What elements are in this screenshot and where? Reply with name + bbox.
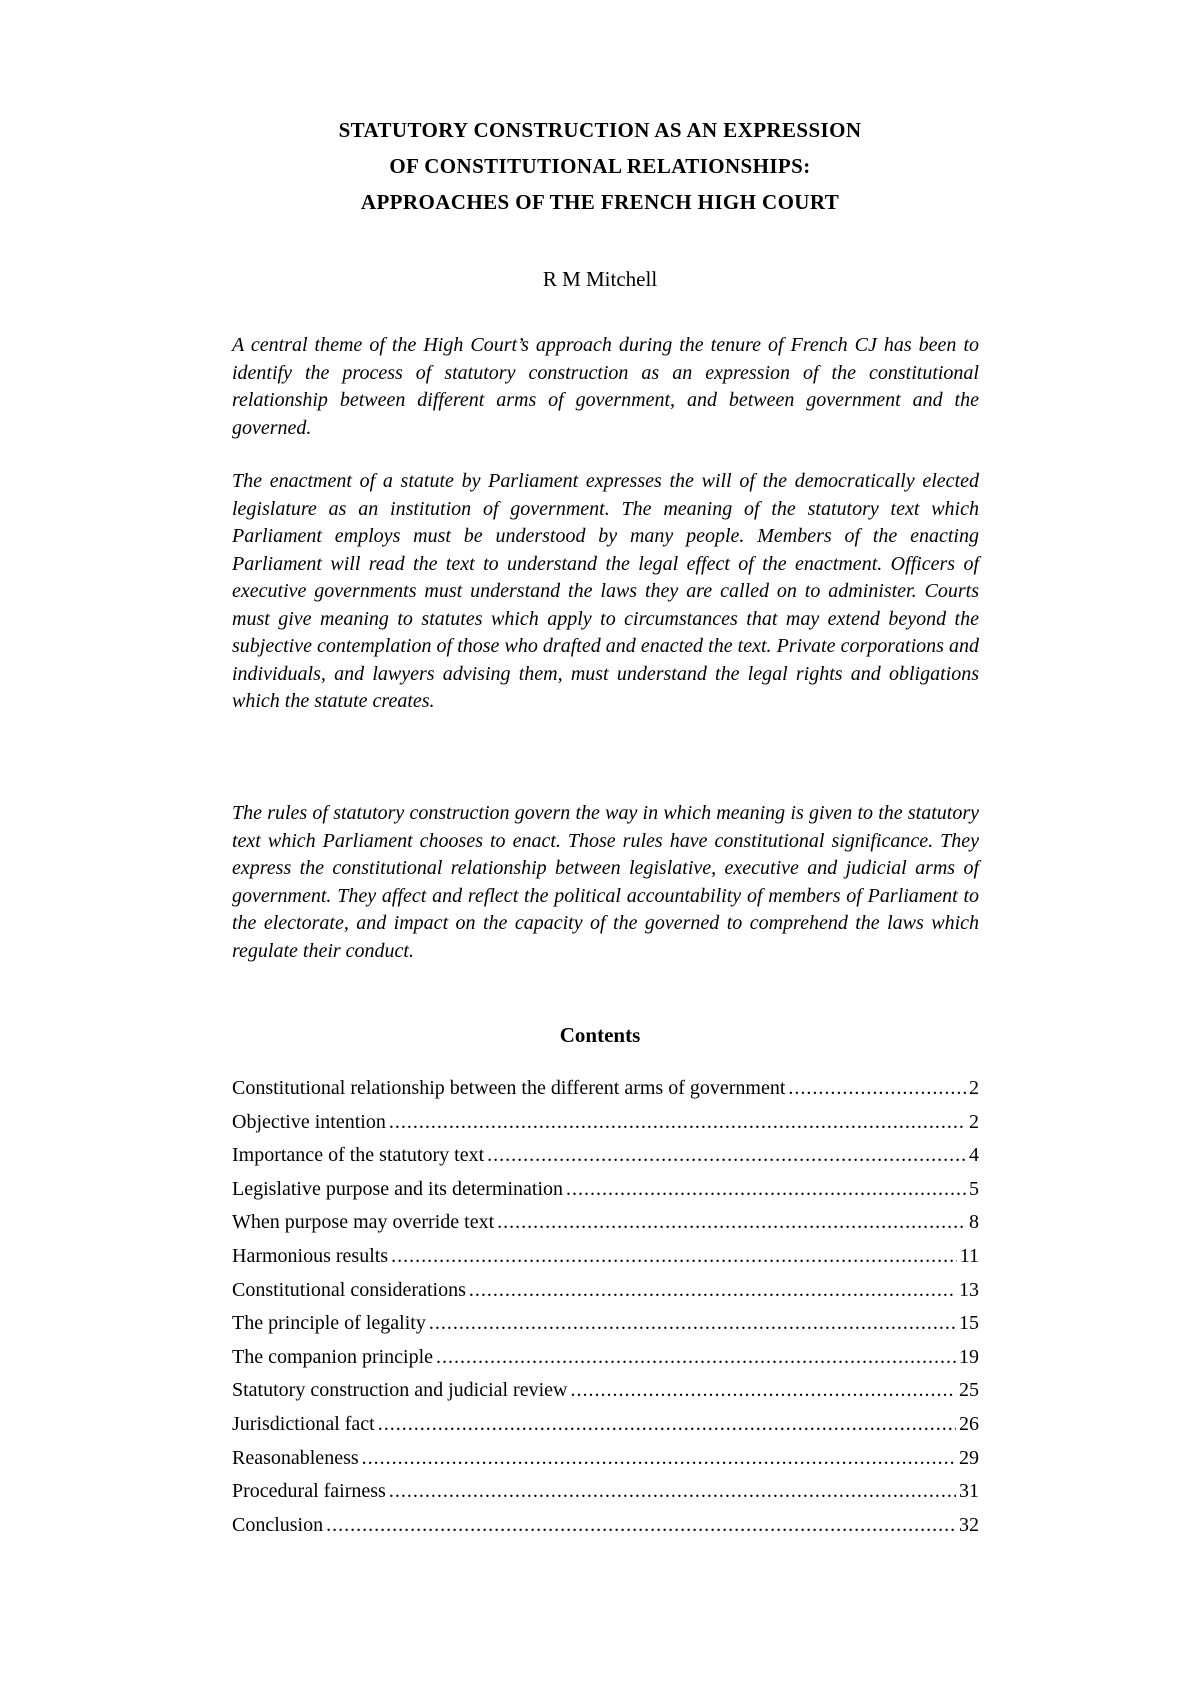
- toc-entry-label: Jurisdictional fact: [232, 1412, 375, 1435]
- toc-page-number: 2: [969, 1077, 979, 1099]
- abstract-paragraph: A central theme of the High Court’s approach during the tenure of French CJ has been to identify the process of statutory construction as an expression of the constitutional relationship between different arms of government, and between government and the governed.: [232, 334, 979, 439]
- toc-leader-dots: [566, 1176, 966, 1202]
- toc-leader-dots: [497, 1209, 966, 1235]
- table-of-contents: [232, 1075, 979, 1545]
- toc-entry[interactable]: [232, 1176, 979, 1210]
- toc-page-number: 26: [959, 1412, 979, 1435]
- toc-leader-dots: [389, 1478, 956, 1504]
- toc-entry-label: Constitutional relationship between the different arms of government: [232, 1077, 786, 1099]
- toc-entry-label: Legislative purpose and its determination: [232, 1177, 564, 1200]
- toc-page-number: 25: [959, 1379, 979, 1402]
- toc-entry[interactable]: [232, 1142, 979, 1176]
- toc-leader-dots: [389, 1109, 966, 1135]
- toc-page-number: 13: [959, 1278, 979, 1301]
- toc-entry-label: The principle of legality: [232, 1312, 426, 1335]
- toc-page-number: 19: [959, 1345, 979, 1368]
- toc-leader-dots: [469, 1277, 956, 1303]
- document-title: [0, 112, 1200, 220]
- title-line: OF CONSTITUTIONAL RELATIONSHIPS:: [389, 154, 811, 178]
- toc-page-number: 31: [959, 1480, 979, 1503]
- abstract-paragraph: The enactment of a statute by Parliament expresses the will of the democratically elected legislature as an institution of government. The meaning of the statutory text which Parliament employs must be understood by many people. Members of the enacting Parliament will read the text to understand the legal effect of the enactment. Officers of executive governments must understand the laws they are called on to administer. Courts must give meaning to statutes which apply to circumstances that may extend beyond the subjective contemplation of those who drafted and enacted the text. Private corporations and individuals, and lawyers advising them, must understand the legal rights and obligations which the statute creates.: [232, 470, 979, 712]
- toc-entry[interactable]: [232, 1411, 979, 1445]
- toc-entry-label: Reasonableness: [232, 1446, 359, 1469]
- toc-leader-dots: [391, 1243, 957, 1269]
- toc-entry[interactable]: [232, 1209, 979, 1243]
- toc-page-number: 15: [959, 1312, 979, 1335]
- toc-leader-dots: [362, 1445, 956, 1471]
- toc-entry[interactable]: [232, 1277, 979, 1311]
- toc-entry[interactable]: [232, 1075, 979, 1109]
- toc-entry-label: Objective intention: [232, 1110, 386, 1133]
- toc-leader-dots: [436, 1344, 956, 1370]
- toc-leader-dots: [788, 1075, 966, 1101]
- title-line: STATUTORY CONSTRUCTION AS AN EXPRESSION: [338, 118, 862, 142]
- toc-entry-label: Harmonious results: [232, 1244, 389, 1267]
- toc-page-number: 4: [969, 1144, 979, 1167]
- toc-leader-dots: [429, 1310, 956, 1336]
- toc-page-number: 32: [959, 1513, 979, 1536]
- toc-entry-label: Statutory construction and judicial review: [232, 1379, 568, 1402]
- toc-entry-label: Conclusion: [232, 1513, 324, 1536]
- toc-entry[interactable]: [232, 1109, 979, 1143]
- title-line: APPROACHES OF THE FRENCH HIGH COURT: [360, 190, 840, 214]
- abstract-paragraph: The rules of statutory construction govern the way in which meaning is given to the statutory text which Parliament chooses to enact. Those rules have constitutional significance. They express the constitutional relationship between legislative, executive and judicial arms of government. They affect and reflect the political accountability of members of Parliament to the electorate, and impact on the capacity of the governed to comprehend the laws which regulate their conduct.: [232, 802, 979, 962]
- toc-entry[interactable]: [232, 1377, 979, 1411]
- toc-page-number: 5: [969, 1177, 979, 1200]
- toc-entry[interactable]: [232, 1478, 979, 1512]
- toc-leader-dots: [326, 1512, 956, 1538]
- author-name: R M Mitchell: [542, 267, 658, 291]
- toc-entry-label: The companion principle: [232, 1345, 434, 1368]
- toc-entry-label: Importance of the statutory text: [232, 1144, 485, 1167]
- toc-page-number: 29: [959, 1446, 979, 1469]
- toc-entry-label: Procedural fairness: [232, 1480, 386, 1503]
- toc-entry-label: When purpose may override text: [232, 1211, 495, 1234]
- toc-leader-dots: [487, 1142, 966, 1168]
- toc-page-number: 2: [969, 1110, 979, 1133]
- toc-entry-label: Constitutional considerations: [232, 1278, 466, 1301]
- toc-entry[interactable]: [232, 1512, 979, 1546]
- toc-leader-dots: [378, 1411, 956, 1437]
- toc-entry[interactable]: [232, 1344, 979, 1378]
- toc-entry[interactable]: [232, 1310, 979, 1344]
- toc-page-number: 11: [959, 1244, 979, 1267]
- toc-entry[interactable]: [232, 1243, 979, 1277]
- toc-leader-dots: [570, 1377, 956, 1403]
- toc-page-number: 8: [969, 1211, 979, 1234]
- contents-heading: Contents: [559, 1023, 641, 1047]
- toc-entry[interactable]: [232, 1445, 979, 1479]
